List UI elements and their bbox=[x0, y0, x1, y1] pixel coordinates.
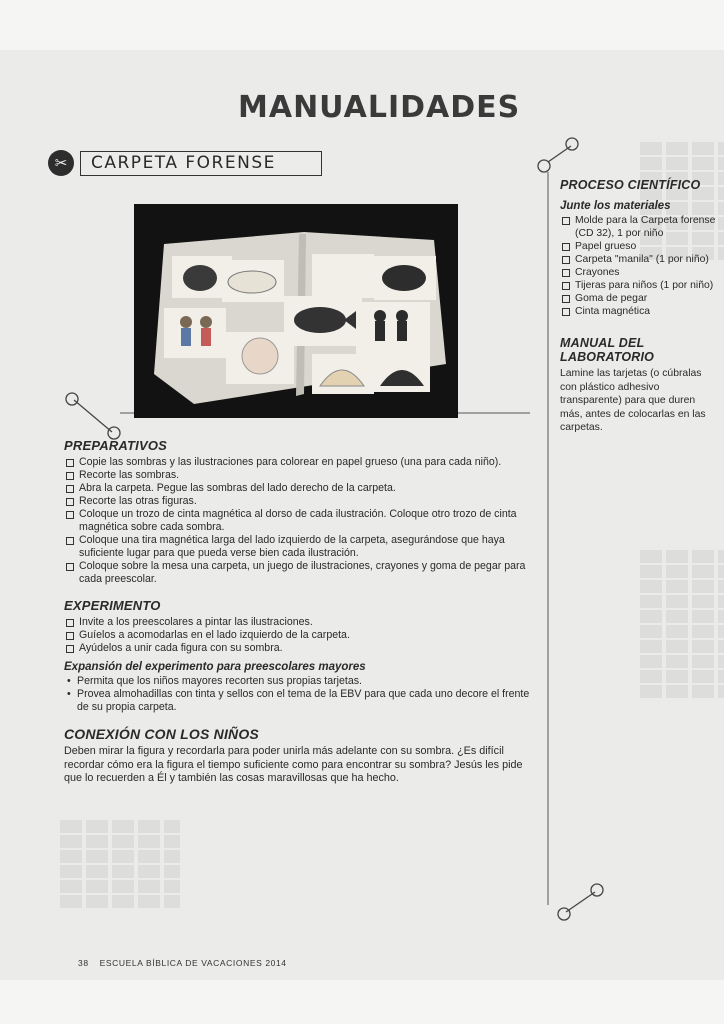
list-item: Goma de pegar bbox=[560, 292, 720, 305]
conexion-heading: CONEXIÓN CON LOS NIÑOS bbox=[64, 726, 259, 742]
list-item: Copie las sombras y las ilustraciones para colorear en papel grueso (una para cada niño). bbox=[64, 456, 534, 469]
materials-list bbox=[560, 214, 720, 318]
list-item: Recorte las otras figuras. bbox=[64, 495, 534, 508]
list-item: Coloque sobre la mesa una carpeta, un juego de ilustraciones, crayones y goma de pegar para cada preescolar. bbox=[64, 560, 534, 586]
bleed-through-right-lower bbox=[640, 550, 724, 700]
experimento-heading: EXPERIMENTO bbox=[64, 598, 161, 613]
scissors-icon: ✂ bbox=[48, 150, 74, 176]
list-item: Recorte las sombras. bbox=[64, 469, 534, 482]
preparativos-list bbox=[64, 456, 534, 586]
list-item: Molde para la Carpeta forense (CD 32), 1 por niño bbox=[560, 214, 720, 240]
main-column bbox=[64, 438, 534, 786]
list-item: • Provea almohadillas con tinta y sellos con el tema de la EBV para que cada uno decore el frente de su propia carpeta. bbox=[64, 688, 534, 714]
section-header bbox=[48, 150, 322, 176]
list-item: Abra la carpeta. Pegue las sombras del lado derecho de la carpeta. bbox=[64, 482, 534, 495]
list-item: • Permita que los niños mayores recorten sus propias tarjetas. bbox=[64, 675, 534, 688]
folder-photo-illustration bbox=[134, 204, 458, 418]
expansion-list bbox=[64, 675, 534, 714]
list-item: Coloque un trozo de cinta magnética al dorso de cada ilustración. Coloque otro trozo de cinta magnética sobre cada sombra. bbox=[64, 508, 534, 534]
list-item: Guíelos a acomodarlas en el lado izquierdo de la carpeta. bbox=[64, 629, 534, 642]
list-item: Carpeta "manila" (1 por niño) bbox=[560, 253, 720, 266]
list-item: Cinta magnética bbox=[560, 305, 720, 318]
conexion-text: Deben mirar la figura y recordarla para poder unirla más adelante con su sombra. ¿Es difícil recordar cómo era la figura el tiempo suficiente como para encontrar su sombra? Jesús les pide que lo recuerden a Él y también las cosas maravillosas que ha hecho. bbox=[64, 745, 523, 784]
list-item: Coloque una tira magnética larga del lado izquierdo de la carpeta, asegurándose que haya suficiente lugar para que pueda verse bien cada ilustración. bbox=[64, 534, 534, 560]
list-item: Ayúdelos a unir cada figura con su sombra. bbox=[64, 642, 534, 655]
list-item: Tijeras para niños (1 por niño) bbox=[560, 279, 720, 292]
expansion-heading: Expansión del experimento para preescolares mayores bbox=[64, 661, 366, 673]
sidebar-column bbox=[560, 178, 720, 435]
section-title: CARPETA FORENSE bbox=[80, 151, 322, 176]
preparativos-heading: PREPARATIVOS bbox=[64, 438, 168, 453]
proceso-heading: PROCESO CIENTÍFICO bbox=[560, 178, 701, 192]
list-item: Papel grueso bbox=[560, 240, 720, 253]
experimento-list bbox=[64, 616, 534, 655]
page-title: MANUALIDADES bbox=[238, 90, 521, 125]
page-footer bbox=[78, 958, 295, 968]
publication-name: ESCUELA BÍBLICA DE VACACIONES 2014 bbox=[99, 958, 287, 968]
folder-photo bbox=[134, 204, 458, 418]
list-item: Crayones bbox=[560, 266, 720, 279]
manual-heading: MANUAL DEL LABORATORIO bbox=[560, 336, 655, 364]
manual-text: Lamine las tarjetas (o cúbralas con plástico adhesivo transparente) para que duren más, antes de colocarlas en las carpetas. bbox=[560, 368, 706, 433]
page-number: 38 bbox=[78, 958, 89, 968]
page bbox=[0, 50, 724, 980]
materials-heading: Junte los materiales bbox=[560, 200, 671, 212]
list-item: Invite a los preescolares a pintar las ilustraciones. bbox=[64, 616, 534, 629]
bleed-through-left-lower bbox=[60, 820, 180, 910]
